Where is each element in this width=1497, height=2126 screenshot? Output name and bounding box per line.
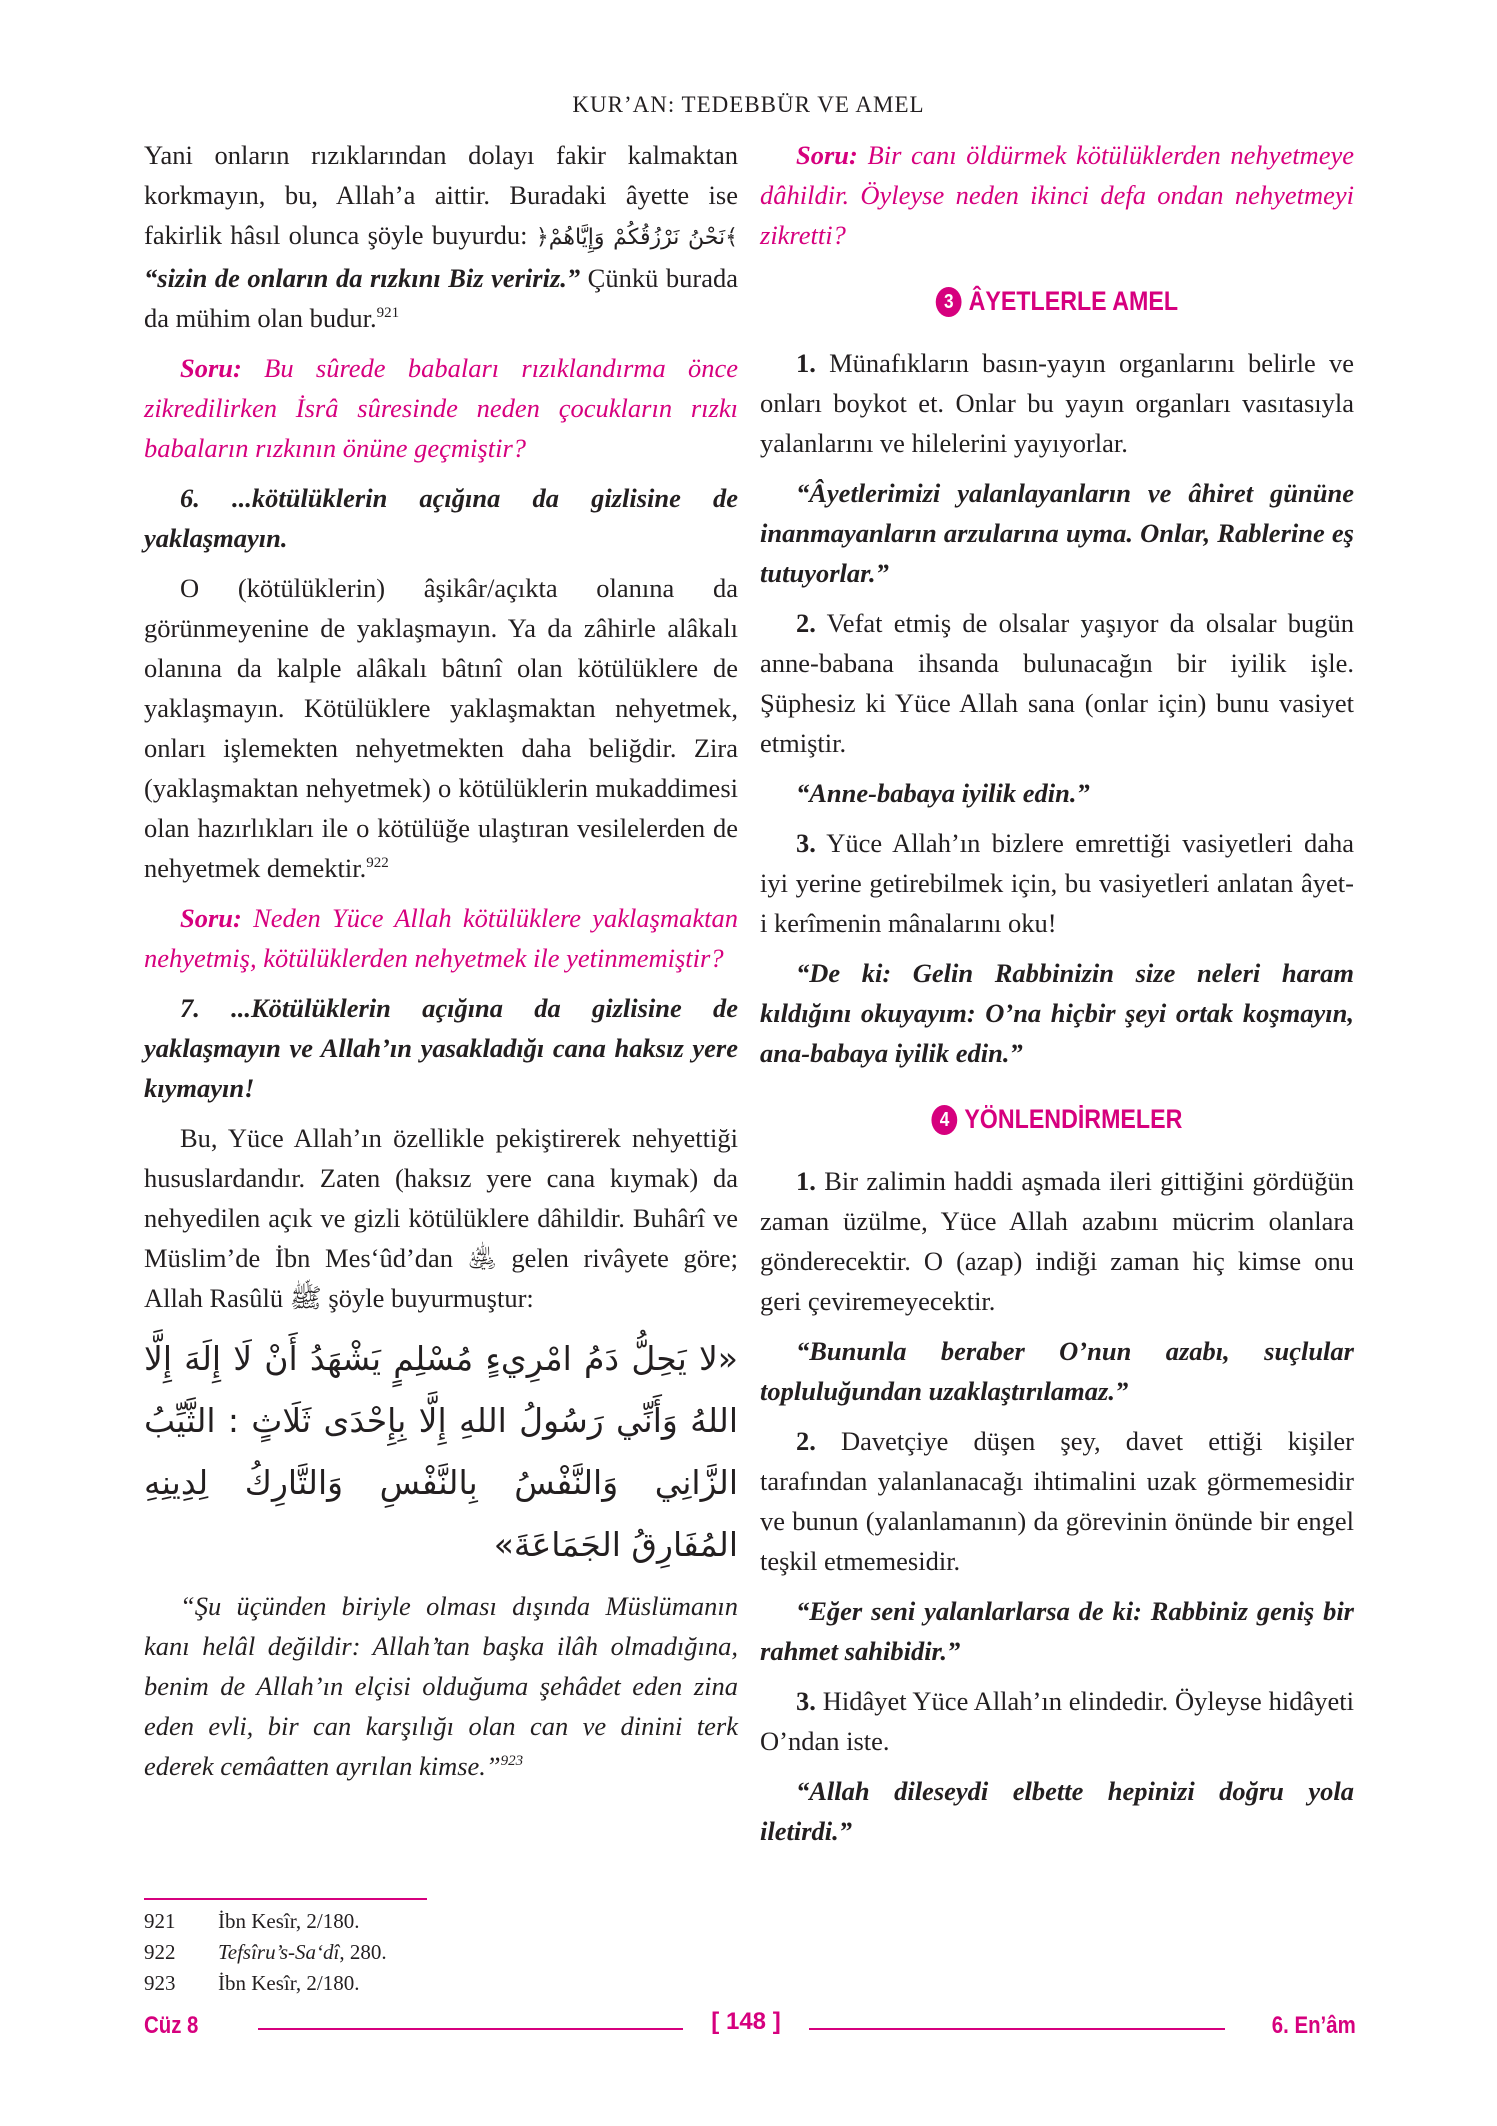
footnote: 923 İbn Kesîr, 2/180.: [144, 1971, 360, 1995]
paragraph: Bu, Yüce Allah’ın özellikle pekiştirerek nehyettiği hususlardandır. Zaten (haksız yere cana kıymak) da nehyedilen açık ve gizli kötülüklere dâhildir. Buhârî ve Müslim’de İbn Mes‘ûd’dan ﵁ gelen rivâyete göre; Allah Rasûlü ﷺ şöyle buyurmuştur:: [144, 1123, 738, 1313]
page-footer: [144, 2008, 1356, 2046]
footnote-ref: 923: [500, 1753, 524, 1770]
number-badge: 3: [936, 287, 962, 317]
right-column: [760, 135, 1354, 1861]
verse-heading-6: 6. ...kötülüklerin açığına da gizlisine de yaklaşmayın.: [144, 483, 738, 553]
section-heading-3: 3 ÂYETLERLE AMEL: [802, 281, 1313, 321]
verse-quote: “Eğer seni yalanlarlarsa de ki: Rabbiniz geniş bir rahmet sahibidir.”: [760, 1596, 1354, 1666]
list-item: 1. Münafıkların basın-yayın organlarını belirle ve onları boykot et. Onlar bu yayın organları vasıtasıyla yalanlarını ve hilelerini yayıyorlar.: [760, 348, 1354, 458]
section-heading-4: 4 YÖNLENDİRMELER: [802, 1099, 1313, 1139]
verse-quote: “Anne-babaya iyilik edin.”: [796, 778, 1090, 808]
list-item: 2. Davetçiye düşen şey, davet ettiği kişiler tarafından yalanlanacağı ihtimalini uzak görmemesidir ve bunun (yalanlamanın) da görevinin önünde bir engel teşkil etmemesidir.: [760, 1426, 1354, 1576]
left-column: [144, 135, 738, 1796]
list-item: 1. Bir zalimin haddi aşmada ileri gittiğini gördüğün zaman üzülme, Yüce Allah azabını mücrim olanlara gönderecektir. O (azap) indiği zaman hiç kimse onu geri çeviremeyecektir.: [760, 1166, 1354, 1316]
question-1: Soru: Bu sûrede babaları rızıklandırma önce zikredilirken İsrâ sûresinde neden çocukların rızkı babaların rızkının önüne geçmiştir?: [144, 353, 738, 463]
footer-rule: [258, 2028, 683, 2030]
footnotes: [144, 1906, 387, 1999]
question-2: Soru: Neden Yüce Allah kötülüklere yaklaşmaktan nehyetmiş, kötülüklerden nehyetmek ile yetinmemiştir?: [144, 903, 738, 973]
footnote-ref: 921: [376, 305, 400, 322]
list-item: 3. Hidâyet Yüce Allah’ın elindedir. Öyleyse hidâyeti O’ndan iste.: [760, 1686, 1354, 1756]
footnote: 922 Tefsîru’s-Sa‘dî, 280.: [144, 1940, 387, 1964]
surah-label: 6. En’âm: [1272, 2012, 1356, 2039]
juz-label: Cüz 8: [144, 2012, 199, 2039]
verse-translation: “sizin de onların da rızkını Biz veririz.”: [144, 263, 581, 293]
hadith-arabic: «لا يَحِلُّ دَمُ امْرِيءٍ مُسْلِمٍ يَشْهَدُ أَنْ لَا إِلَهَ إِلَّا اللهُ وَأَنِّي رَسُولُ اللهِ إِلَّا بِإِحْدَى ثَلَاثٍ : الثَّيِّبُ الزَّانِي وَالنَّفْسُ بِالنَّفْسِ وَالتَّارِكُ لِدِينِهِ المُفَارِقُ الجَمَاعَةَ»: [144, 1339, 738, 1564]
verse-quote: “De ki: Gelin Rabbinizin size neleri haram kıldığını okuyayım: O’na hiçbir şeyi ortak koşmayın, ana-babaya iyilik edin.”: [760, 958, 1354, 1068]
running-head: KUR’AN: TEDEBBÜR VE AMEL: [572, 92, 925, 117]
number-badge: 4: [932, 1105, 958, 1135]
verse-quote: “Allah dileseydi elbette hepinizi doğru yola iletirdi.”: [760, 1776, 1354, 1846]
footnote-ref: 922: [366, 855, 389, 872]
paragraph: O (kötülüklerin) âşikâr/açıkta olanına da görünmeyenine de yaklaşmayın. Ya da zâhirle alâkalı olanına da kalple alâkalı bâtınî olan kötülüklere de yaklaşmayın. Kötülüklere yaklaşmaktan nehyetmek, onları işlemekten nehyetmekten daha beliğdir. Zira (yaklaşmaktan nehyetmek) o kötülüklerin mukaddimesi olan hazırlıkları ile o kötülüğe ulaştıran vesilelerden de nehyetmek demektir.$^{922}$: [144, 573, 738, 883]
footnote: 921 İbn Kesîr, 2/180.: [144, 1909, 360, 1933]
hadith-translation: “Şu üçünden biriyle olması dışında Müslümanın kanı helâl değildir: Allah’tan başka ilâh olmadığına, benim de Allah’ın elçisi olduğuma şehâdet eden zina eden evli, bir can karşılığı olan can ve dinini terk ederek cemâatten ayrılan kimse.”$^{923}$: [144, 1591, 738, 1781]
verse-quote: “Bununla beraber O’nun azabı, suçlular topluluğundan uzaklaştırılamaz.”: [760, 1336, 1354, 1406]
list-item: 3. Yüce Allah’ın bizlere emrettiği vasiyetleri daha iyi yerine getirebilmek için, bu vasiyetleri anlatan âyet-i kerîmenin mânalarını oku!: [760, 828, 1354, 938]
verse-heading-7: 7. ...Kötülüklerin açığına da gizlisine de yaklaşmayın ve Allah’ın yasakladığı cana haksız yere kıymayın!: [144, 993, 738, 1103]
list-item: 2. Vefat etmiş de olsalar yaşıyor da olsalar bugün anne-babana ihsanda bulunacağın bir iyilik işle. Şüphesiz ki Yüce Allah sana (onlar için) bunu vasiyet etmiştir.: [760, 608, 1354, 758]
paragraph: Yani onların rızıklarından dolayı fakir kalmaktan korkmayın, bu, Allah’a aittir. Buradaki âyette ise fakirlik hâsıl olunca şöyle buyurdu: ﴿نَحْنُ نَرْزُقُكُمْ وَإِيَّاهُمْ﴾ “sizin de onların da rızkını Biz veririz.” Çünkü burada da mühim olan budur.$^{921}$: [144, 140, 738, 333]
arabic-verse: ﴿نَحْنُ نَرْزُقُكُمْ وَإِيَّاهُمْ﴾: [535, 225, 738, 250]
footer-rule: [809, 2028, 1225, 2030]
page-number: [ 148 ]: [711, 2008, 781, 2035]
verse-quote: “Âyetlerimizi yalanlayanların ve âhiret gününe inanmayanların arzularına uyma. Onlar, Rablerine eş tutuyorlar.”: [760, 478, 1354, 588]
footnote-divider: [144, 1898, 427, 1900]
question-3: Soru: Bir canı öldürmek kötülüklerden nehyetmeye dâhildir. Öyleyse neden ikinci defa ondan nehyetmeyi zikretti?: [760, 140, 1354, 250]
